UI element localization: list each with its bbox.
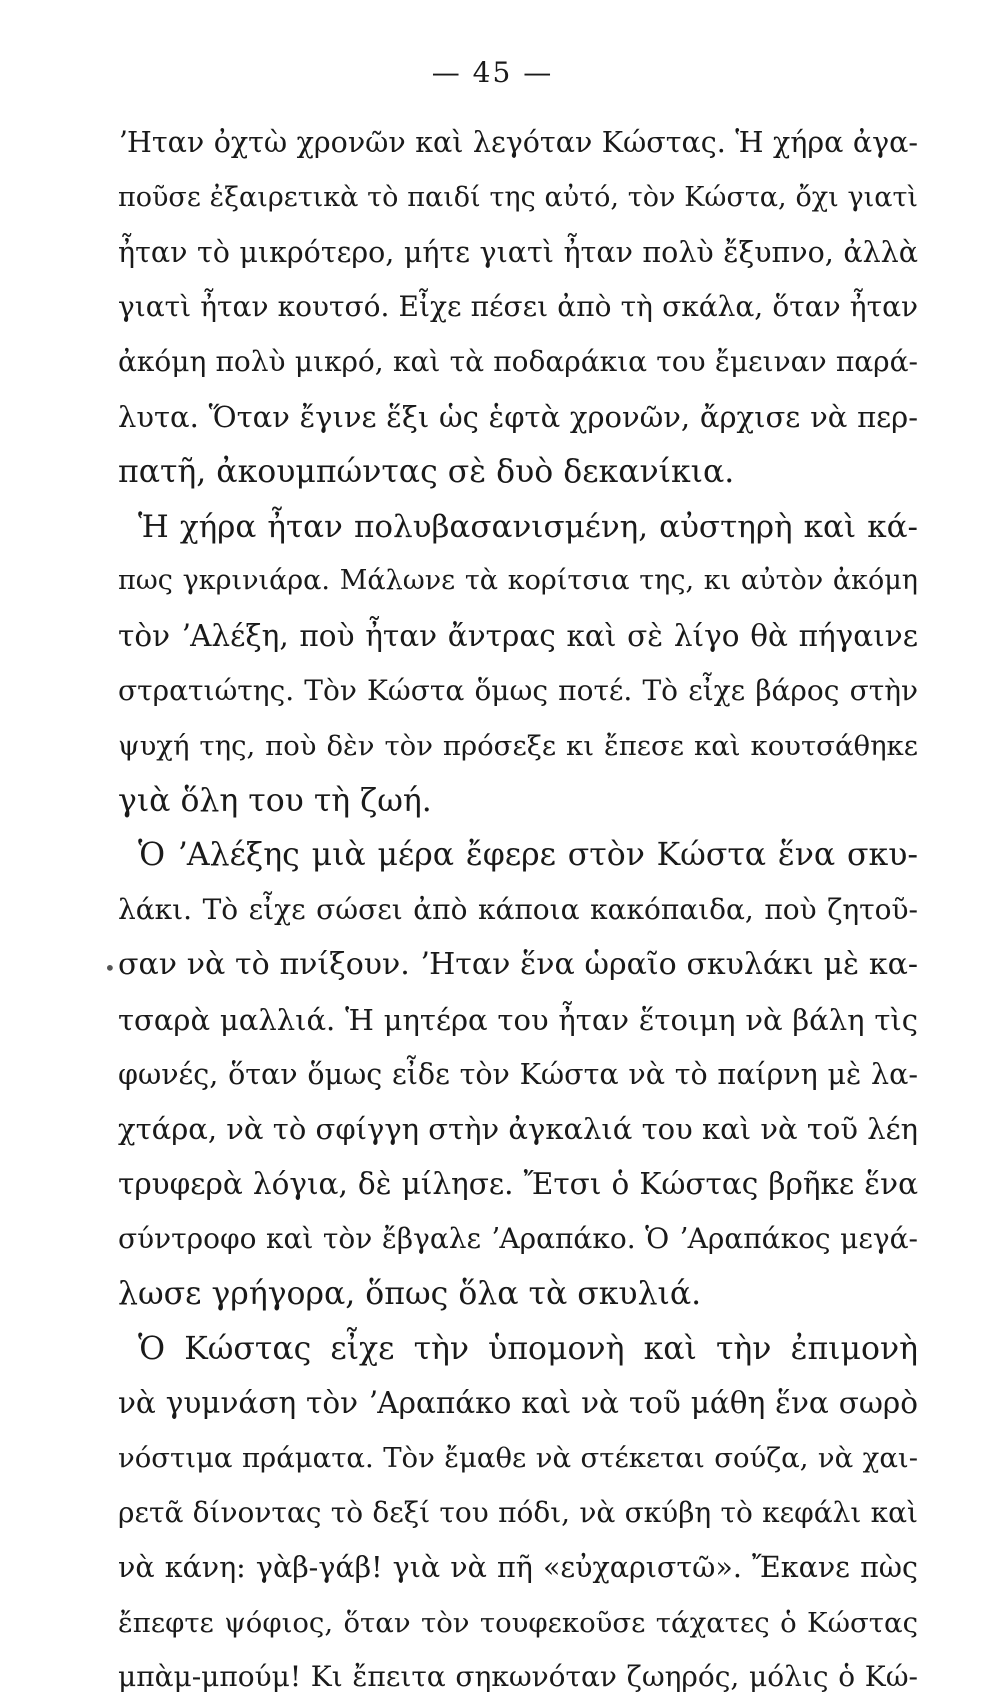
text-line: ψυχή της, ποὺ δὲν τὸν πρόσεξε κι ἔπεσε καὶ κουτσάθηκε — [118, 729, 918, 762]
text-line: γιὰ ὅλη του τὴ ζωή. — [118, 782, 432, 819]
text-line: ἦταν τὸ μικρότερο, μήτε γιατὶ ἦταν πολὺ ἔξυπνο, ἀλλὰ — [118, 235, 918, 269]
text-line: λυτα. Ὅταν ἔγινε ἕξι ὡς ἑφτὰ χρονῶν, ἄρχισε νὰ περ- — [118, 399, 918, 434]
text-line: ἀκόμη πολὺ μικρό, καὶ τὰ ποδαράκια του ἔμειναν παρά- — [118, 345, 918, 379]
page-number: — 45 — — [431, 56, 554, 89]
text-line: στρατιώτης. Τὸν Κώστα ὅμως ποτέ. Τὸ εἶχε βάρος στὴν — [118, 673, 918, 707]
text-line: Ὁ Κώστας εἶχε τὴν ὑπομονὴ καὶ τὴν ἐπιμονὴ — [138, 1330, 918, 1367]
text-line: λάκι. Τὸ εἶχε σώσει ἀπὸ κάποια κακόπαιδα, ποὺ ζητοῦ- — [118, 893, 918, 927]
text-line: λωσε γρήγορα, ὅπως ὅλα τὰ σκυλιά. — [118, 1275, 702, 1312]
text-line: χτάρα, νὰ τὸ σφίγγη στὴν ἀγκαλιά του καὶ νὰ τοῦ λέη — [118, 1112, 918, 1147]
text-line: γιατὶ ἦταν κουτσό. Εἶχε πέσει ἀπὸ τὴ σκάλα, ὅταν ἦταν — [118, 290, 918, 324]
text-line: ἔπεφτε ψόφιος, ὅταν τὸν τουφεκοῦσε τάχατες ὁ Κώστας — [118, 1606, 918, 1639]
text-line: πως γκρινιάρα. Μάλωνε τὰ κορίτσια της, κι αὐτὸν ἀκόμη — [118, 565, 918, 597]
text-line: Ὁ ʼΑλέξης μιὰ μέρα ἔφερε στὸν Κώστα ἕνα σκυ- — [138, 837, 918, 874]
text-line: τρυφερὰ λόγια, δὲ μίλησε. Ἔτσι ὁ Κώστας βρῆκε ἕνα — [118, 1167, 918, 1202]
text-line: ρετᾶ δίνοντας τὸ δεξί του πόδι, νὰ σκύβη τὸ κεφάλι καὶ — [118, 1495, 918, 1529]
text-line: νόστιμα πράματα. Τὸν ἔμαθε νὰ στέκεται σούζα, νὰ χαι- — [118, 1442, 918, 1475]
text-line: μπὰμ-μπούμ! Κι ἔπειτα σηκωνόταν ζωηρός, μόλις ὁ Κώ- — [118, 1660, 918, 1694]
text-line: νὰ κάνη: γὰβ-γάβ! γιὰ νὰ πῆ «εὐχαριστῶ». Ἔκανε πὼς — [118, 1550, 918, 1584]
text-line: πατῆ, ἀκουμπώντας σὲ δυὸ δεκανίκια. — [118, 453, 735, 490]
body-text — [118, 116, 918, 1705]
text-line: τὸν ʼΑλέξη, ποὺ ἦταν ἄντρας καὶ σὲ λίγο θὰ πήγαινε — [118, 619, 918, 654]
text-line: Ἡ χήρα ἦταν πολυβασανισμένη, αὐστηρὴ καὶ κά- — [138, 508, 918, 545]
margin-dot-mark: • — [104, 956, 116, 980]
text-line: σύντροφο καὶ τὸν ἔβγαλε ʼΑραπάκο. Ὁ ʼΑραπάκος μεγά- — [118, 1221, 918, 1255]
text-line: ʼΗταν ὀχτὼ χρονῶν καὶ λεγόταν Κώστας. Ἡ χήρα ἀγα- — [118, 126, 918, 159]
text-line: φωνές, ὅταν ὅμως εἶδε τὸν Κώστα νὰ τὸ παίρνη μὲ λα- — [118, 1057, 918, 1091]
text-line: τσαρὰ μαλλιά. Ἡ μητέρα του ἦταν ἕτοιμη νὰ βάλη τὶς — [118, 1002, 918, 1037]
text-line: σαν νὰ τὸ πνίξουν. ʼΗταν ἕνα ὡραῖο σκυλάκι μὲ κα- — [118, 946, 918, 982]
text-line: νὰ γυμνάση τὸν ʼΑραπάκο καὶ νὰ τοῦ μάθη ἕνα σωρὸ — [118, 1386, 918, 1421]
text-line: ποῦσε ἐξαιρετικὰ τὸ παιδί της αὐτό, τὸν Κώστα, ὄχι γιατὶ — [118, 181, 918, 213]
